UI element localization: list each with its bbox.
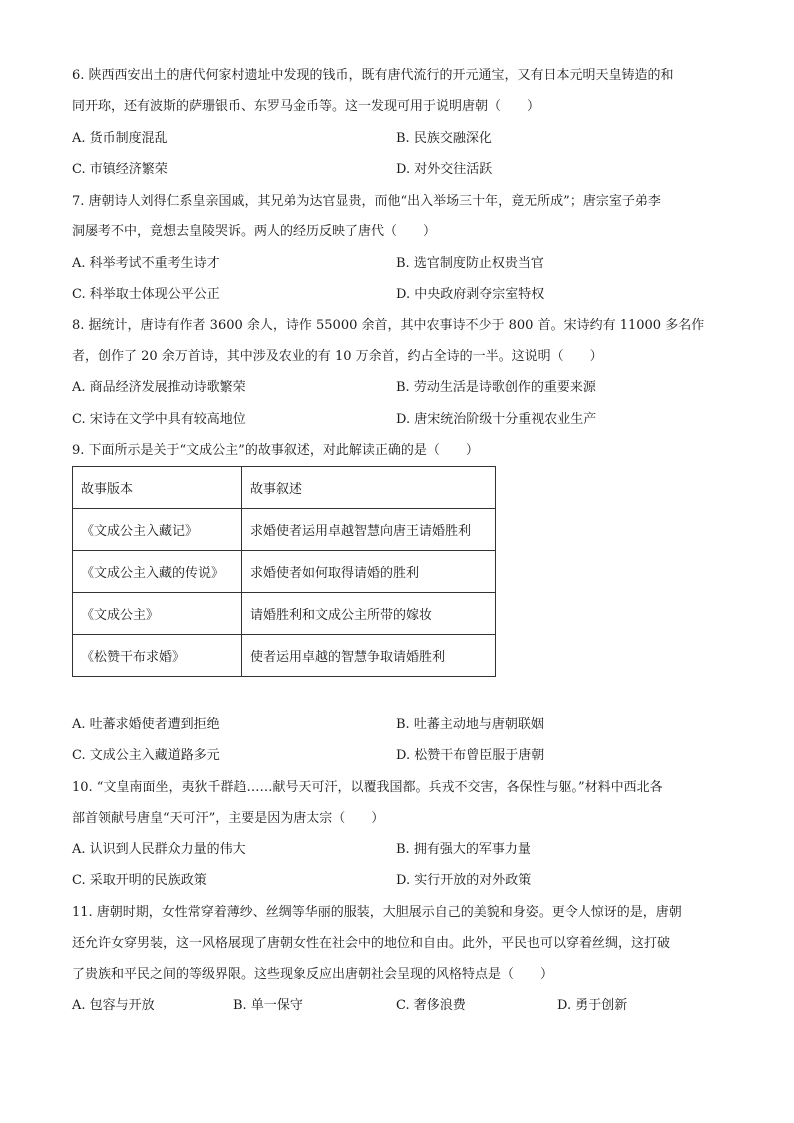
table-cell: 《文成公主入藏的传说》 xyxy=(73,551,242,593)
question-11-line-3: 了贵族和平民之间的等级界限。这些现象反应出唐朝社会呈现的风格特点是（ ） xyxy=(72,967,554,982)
question-11-line-1: 11. 唐朝时期，女性常穿着薄纱、丝绸等华丽的服装，大胆展示自己的美貌和身姿。更令人惊讶的是，唐朝 xyxy=(72,905,682,920)
question-10-option-a: A. 认识到人民群众力量的伟大 xyxy=(72,842,246,857)
question-9-line-1: 9. 下面所示是关于“文成公主”的故事叙述，对此解读正确的是（ ） xyxy=(72,443,479,458)
table-cell: 求婚使者运用卓越智慧向唐王请婚胜利 xyxy=(242,509,496,551)
question-7-option-b: B. 选官制度防止权贵当官 xyxy=(396,256,544,271)
question-8-line-1: 8. 据统计，唐诗有作者 3600 余人，诗作 55000 余首，其中农事诗不少于 800 首。宋诗约有 11000 多名作 xyxy=(72,318,705,333)
question-9-option-c: C. 文成公主入藏道路多元 xyxy=(72,748,220,763)
question-8-option-b: B. 劳动生活是诗歌创作的重要来源 xyxy=(396,380,596,395)
question-6-option-b: B. 民族交融深化 xyxy=(396,131,492,146)
table-header-cell: 故事叙述 xyxy=(242,467,496,509)
question-9-option-a: A. 吐蕃求婚使者遭到拒绝 xyxy=(72,717,220,732)
question-6-line-2: 同开珎，还有波斯的萨珊银币、东罗马金币等。这一发现可用于说明唐朝（ ） xyxy=(72,99,541,114)
table-header-row xyxy=(73,467,496,509)
question-7-option-d: D. 中央政府剥夺宗室特权 xyxy=(396,287,545,302)
question-7-option-c: C. 科举取士体现公平公正 xyxy=(72,287,220,302)
table-row xyxy=(73,593,496,635)
question-10-option-c: C. 采取开明的民族政策 xyxy=(72,873,207,888)
question-6-option-c: C. 市镇经济繁荣 xyxy=(72,162,168,177)
question-9-option-b: B. 吐蕃主动地与唐朝联姻 xyxy=(396,717,544,732)
table-cell: 请婚胜利和文成公主所带的嫁妆 xyxy=(242,593,496,635)
question-10-line-2: 部首领献号唐皇“天可汗”，主要是因为唐太宗（ ） xyxy=(72,811,385,826)
question-11-line-2: 还允许女穿男装，这一风格展现了唐朝女性在社会中的地位和自由。此外，平民也可以穿着丝绸，这打破 xyxy=(72,936,671,951)
question-7-line-2: 洞屡考不中，竟想去皇陵哭诉。两人的经历反映了唐代（ ） xyxy=(72,224,437,239)
question-11-option-c: C. 奢侈浪费 xyxy=(396,998,466,1013)
table-cell: 求婚使者如何取得请婚的胜利 xyxy=(242,551,496,593)
question-7-option-a: A. 科举考试不重考生诗才 xyxy=(72,256,220,271)
question-7-line-1: 7. 唐朝诗人刘得仁系皇亲国戚，其兄弟为达官显贵，而他“出入举场三十年，竟无所成”；唐宗室子弟李 xyxy=(72,194,661,209)
table-cell: 《文成公主入藏记》 xyxy=(73,509,242,551)
table-row xyxy=(73,509,496,551)
question-11-option-b: B. 单一保守 xyxy=(233,998,303,1013)
question-10-line-1: 10. “文皇南面坐，夷狄千群趋……献号天可汗，以覆我国都。兵戎不交害，各保性与躯。”材料中西北各 xyxy=(72,780,663,795)
table-cell: 《文成公主》 xyxy=(73,593,242,635)
question-6-line-1: 6. 陕西西安出土的唐代何家村遗址中发现的钱币，既有唐代流行的开元通宝，又有日本元明天皇铸造的和 xyxy=(72,68,674,83)
table-row xyxy=(73,551,496,593)
question-6-option-d: D. 对外交往活跃 xyxy=(396,162,493,177)
table-cell: 《松赞干布求婚》 xyxy=(73,635,242,677)
question-11-option-a: A. 包容与开放 xyxy=(72,998,155,1013)
question-8-option-d: D. 唐宋统治阶级十分重视农业生产 xyxy=(396,412,597,427)
question-10-option-b: B. 拥有强大的军事力量 xyxy=(396,842,531,857)
question-8-option-c: C. 宋诗在文学中具有较高地位 xyxy=(72,412,246,427)
question-8-line-2: 者，创作了 20 余万首诗，其中涉及农业的有 10 万余首，约占全诗的一半。这说明（ ） xyxy=(72,349,603,364)
table-row xyxy=(73,635,496,677)
question-11-option-d: D. 勇于创新 xyxy=(557,998,628,1013)
question-10-option-d: D. 实行开放的对外政策 xyxy=(396,873,532,888)
question-6-option-a: A. 货币制度混乱 xyxy=(72,131,168,146)
story-table xyxy=(72,466,496,677)
table-header-cell: 故事版本 xyxy=(73,467,242,509)
table-cell: 使者运用卓越的智慧争取请婚胜利 xyxy=(242,635,496,677)
question-9-option-d: D. 松赞干布曾臣服于唐朝 xyxy=(396,748,545,763)
question-8-option-a: A. 商品经济发展推动诗歌繁荣 xyxy=(72,380,246,395)
